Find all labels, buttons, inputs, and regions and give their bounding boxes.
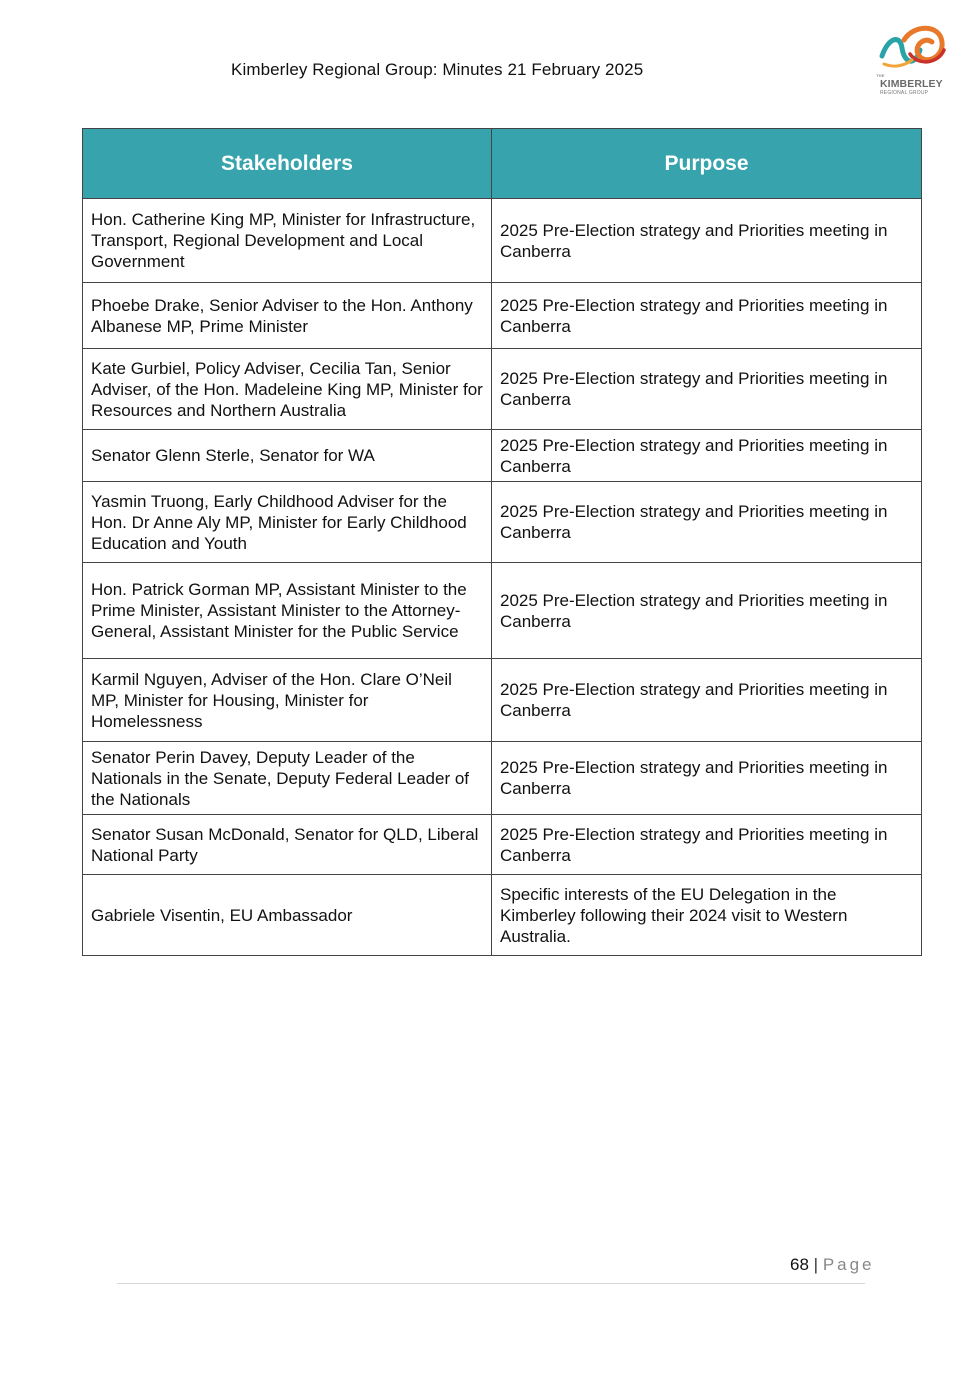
table-header-row <box>83 129 922 199</box>
table-row <box>83 742 922 815</box>
logo-subtitle: REGIONAL GROUP <box>880 90 929 96</box>
stakeholder-cell: Senator Glenn Sterle, Senator for WA <box>83 430 492 482</box>
page-number-separator: | <box>813 1255 819 1274</box>
purpose-cell: 2025 Pre-Election strategy and Priorities meeting in Canberra <box>492 283 922 349</box>
stakeholder-cell: Hon. Patrick Gorman MP, Assistant Minister to the Prime Minister, Assistant Minister to the Attorney-General, Assistant Minister for the Public Service <box>83 563 492 659</box>
footer-divider <box>117 1283 865 1284</box>
stakeholder-cell: Yasmin Truong, Early Childhood Adviser for the Hon. Dr Anne Aly MP, Minister for Early Childhood Education and Youth <box>83 482 492 563</box>
table-row <box>83 815 922 875</box>
table-row <box>83 349 922 430</box>
logo-top-text: THE <box>876 73 885 78</box>
purpose-cell: 2025 Pre-Election strategy and Priorities meeting in Canberra <box>492 815 922 875</box>
stakeholder-cell: Karmil Nguyen, Adviser of the Hon. Clare O’Neil MP, Minister for Housing, Minister for Homelessness <box>83 659 492 742</box>
table-row <box>83 875 922 956</box>
stakeholder-cell: Hon. Catherine King MP, Minister for Infrastructure, Transport, Regional Development and Local Government <box>83 199 492 283</box>
page-number <box>790 1255 875 1275</box>
purpose-cell: 2025 Pre-Election strategy and Priorities meeting in Canberra <box>492 563 922 659</box>
stakeholder-cell: Phoebe Drake, Senior Adviser to the Hon. Anthony Albanese MP, Prime Minister <box>83 283 492 349</box>
table-row <box>83 199 922 283</box>
purpose-cell: 2025 Pre-Election strategy and Priorities meeting in Canberra <box>492 199 922 283</box>
table-row <box>83 482 922 563</box>
table-row <box>83 430 922 482</box>
stakeholder-cell: Kate Gurbiel, Policy Adviser, Cecilia Tan, Senior Adviser, of the Hon. Madeleine King MP, Minister for Resources and Northern Australia <box>83 349 492 430</box>
header-stakeholders: Stakeholders <box>83 129 492 199</box>
document-header-title: Kimberley Regional Group: Minutes 21 February 2025 <box>231 60 644 79</box>
stakeholders-table <box>82 128 922 956</box>
purpose-cell: 2025 Pre-Election strategy and Priorities meeting in Canberra <box>492 659 922 742</box>
purpose-cell: Specific interests of the EU Delegation in the Kimberley following their 2024 visit to Western Australia. <box>492 875 922 956</box>
purpose-cell: 2025 Pre-Election strategy and Priorities meeting in Canberra <box>492 349 922 430</box>
purpose-cell: 2025 Pre-Election strategy and Priorities meeting in Canberra <box>492 430 922 482</box>
table-row <box>83 659 922 742</box>
stakeholder-cell: Gabriele Visentin, EU Ambassador <box>83 875 492 956</box>
stakeholder-cell: Senator Susan McDonald, Senator for QLD, Liberal National Party <box>83 815 492 875</box>
stakeholder-cell: Senator Perin Davey, Deputy Leader of the Nationals in the Senate, Deputy Federal Leader of the Nationals <box>83 742 492 815</box>
table-row <box>83 283 922 349</box>
kimberley-logo <box>874 20 950 102</box>
page-number-value: 68 <box>790 1255 809 1274</box>
logo-name: KIMBERLEY <box>880 78 943 90</box>
purpose-cell: 2025 Pre-Election strategy and Priorities meeting in Canberra <box>492 482 922 563</box>
logo-swirl-icon <box>874 20 950 76</box>
header-purpose: Purpose <box>492 129 922 199</box>
page-label: Page <box>822 1255 875 1274</box>
purpose-cell: 2025 Pre-Election strategy and Priorities meeting in Canberra <box>492 742 922 815</box>
table-row <box>83 563 922 659</box>
